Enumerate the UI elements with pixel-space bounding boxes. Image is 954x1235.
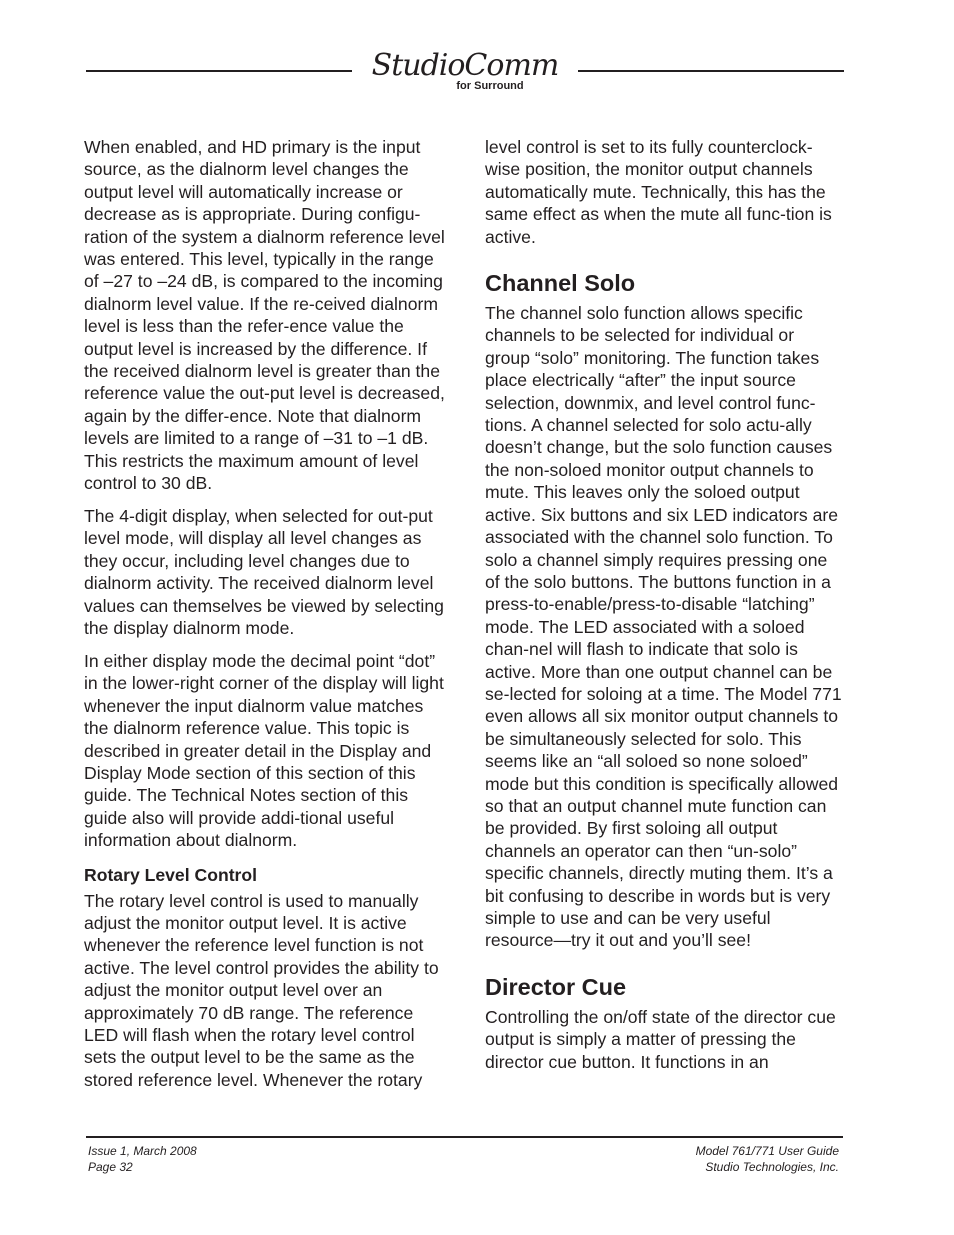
logo-tagline: for Surround xyxy=(456,80,524,92)
footer-right xyxy=(696,1144,839,1175)
logo-wordmark: StudioComm xyxy=(371,48,559,83)
footer-company: Studio Technologies, Inc. xyxy=(705,1159,839,1174)
footer-issue: Issue 1, March 2008 xyxy=(88,1144,197,1158)
footer-rule xyxy=(86,1136,843,1138)
right-column xyxy=(485,136,843,1084)
paragraph-rotary-level-control: The rotary level control is used to manually adjust the monitor output level. It is active whenever the reference level function is not active. The level control provides the ability to adjust the monitor output level over an approximately 70 dB range. The reference LED will flash when the rotary level control sets the output level to be the same as the stored reference level. Whenever the rotary xyxy=(84,890,439,1090)
footer-model: Model 761/771 User Guide xyxy=(695,1144,839,1158)
heading-channel-solo: Channel Solo xyxy=(485,270,636,297)
subheading-rotary-level-control: Rotary Level Control xyxy=(84,864,258,885)
footer-left xyxy=(88,1144,197,1175)
paragraph-display-mode: The 4-digit display, when selected for out-put level mode, will display all level changes as they occur, including level changes due to dialnorm activity. The received dialnorm level values can themselves be viewed by selecting the display dialnorm mode. xyxy=(84,506,444,639)
heading-director-cue: Director Cue xyxy=(485,973,627,1000)
paragraph-level-control-continued: level control is set to its fully counterclock-wise position, the monitor output channels automatically mute. Technically, this has the same effect as when the mute all func-tion is active. xyxy=(485,137,832,247)
paragraph-director-cue: Controlling the on/off state of the director cue output is simply a matter of pressing the director cue button. It functions in an xyxy=(485,1006,836,1072)
studiocomm-logo xyxy=(360,50,570,98)
paragraph-dialnorm-level: When enabled, and HD primary is the input source, as the dialnorm level changes the output level will automatically increase or decrease as is appropriate. During configu-ration of the system a dialnorm reference level was entered. This level, typically in the range of –27 to –24 dB, is compared to the incoming dialnorm level value. If the re-ceived dialnorm level is less than the refer-ence value the output level is increased by the difference. If the received dialnorm level is greater than the reference value the out-put level is decreased, again by the differ-ence. Note that dialnorm levels are limited to a range of –31 to –1 dB. This restricts the maximum amount of level control to 30 dB. xyxy=(84,137,445,494)
footer-page-number: Page 32 xyxy=(88,1159,133,1174)
header-rule-left xyxy=(86,70,352,72)
left-column xyxy=(84,136,450,1102)
header-rule-right xyxy=(578,70,844,72)
paragraph-decimal-point: In either display mode the decimal point “dot” in the lower-right corner of the display will light whenever the input dialnorm value matches the dialnorm reference value. This topic is described in greater detail in the Display and Display Mode section of this section of this guide. The Technical Notes section of this guide also will provide addi-tional useful information about dialnorm. xyxy=(84,650,444,851)
paragraph-channel-solo: The channel solo function allows specific channels to be selected for individual or group “solo” monitoring. The function takes place electrically “after” the input source selection, downmix, and level control func-tions. A channel selected for solo actu-ally doesn’t change, but the solo function causes the non-soloed monitor output channels to mute. This leaves only the soloed output active. Six buttons and six LED indicators are associated with the channel solo function. To solo a channel simply requires pressing one of the solo buttons. The buttons function in a press-to-enable/press-to-disable “latching” mode. The LED associated with a soloed chan-nel will flash to indicate that solo is active. More than one output channel can be se-lected for soloing at a time. The Model 771 even allows all six monitor output channels to be simultaneously selected for solo. This seems like an “all soloed so none soloed” mode but this condition is specifically allowed so that an output channel mute function can be provided. By first soloing all output channels an operator can then “un-solo” specific channels, directly muting them. It’s a bit confusing to describe in words but is very simple to use and can be very useful resource—try it out and you’ll see! xyxy=(485,303,842,951)
